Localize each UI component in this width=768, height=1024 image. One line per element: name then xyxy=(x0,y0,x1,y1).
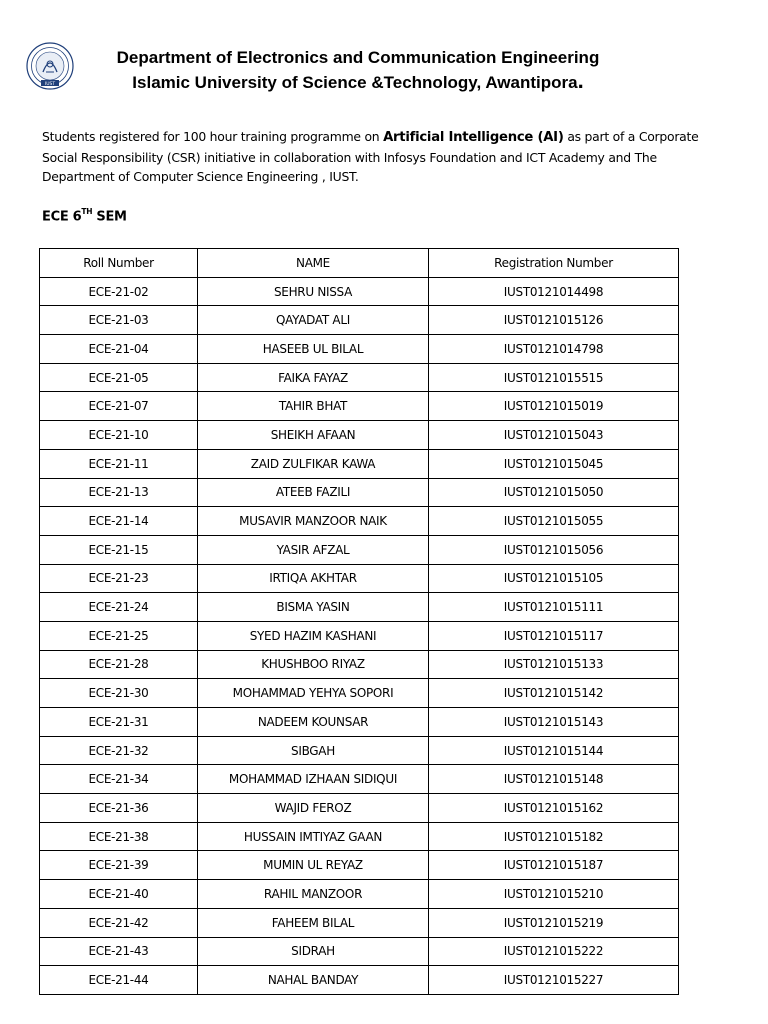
registration-number-cell: IUST0121015187 xyxy=(429,851,679,880)
roll-number-cell: ECE-21-43 xyxy=(40,937,198,966)
table-row xyxy=(40,679,679,708)
intro-paragraph: Students registered for 100 hour training programme on Artificial Intelligence (AI) as part of a Corporate Social Responsibility (CSR) initiative in collaboration with Infosys Foundation and ICT Academy and The Department of Computer Science Engineering , IUST. xyxy=(42,129,699,184)
table-row xyxy=(40,478,679,507)
registration-number-cell: IUST0121014498 xyxy=(429,277,679,306)
registration-number-cell: IUST0121015515 xyxy=(429,363,679,392)
roll-number-cell: ECE-21-34 xyxy=(40,765,198,794)
table-row xyxy=(40,564,679,593)
registration-number-cell: IUST0121015222 xyxy=(429,937,679,966)
table-row xyxy=(40,650,679,679)
registration-number-cell: IUST0121015111 xyxy=(429,593,679,622)
name-cell: QAYADAT ALI xyxy=(198,306,429,335)
table-row xyxy=(40,765,679,794)
table-row xyxy=(40,593,679,622)
name-cell: SYED HAZIM KASHANI xyxy=(198,621,429,650)
name-cell: SEHRU NISSA xyxy=(198,277,429,306)
roll-number-cell: ECE-21-39 xyxy=(40,851,198,880)
name-cell: SIBGAH xyxy=(198,736,429,765)
roll-number-cell: ECE-21-13 xyxy=(40,478,198,507)
name-cell: ATEEB FAZILI xyxy=(198,478,429,507)
registration-number-cell: IUST0121015219 xyxy=(429,908,679,937)
name-cell: KHUSHBOO RIYAZ xyxy=(198,650,429,679)
table-row xyxy=(40,851,679,880)
name-cell: NAHAL BANDAY xyxy=(198,966,429,995)
registration-number-cell: IUST0121015148 xyxy=(429,765,679,794)
registration-number-cell: IUST0121015144 xyxy=(429,736,679,765)
roll-number-cell: ECE-21-31 xyxy=(40,708,198,737)
table-row xyxy=(40,335,679,364)
roll-number-cell: ECE-21-40 xyxy=(40,880,198,909)
registration-number-cell: IUST0121015056 xyxy=(429,535,679,564)
table-row xyxy=(40,708,679,737)
name-cell: FAHEEM BILAL xyxy=(198,908,429,937)
name-cell: BISMA YASIN xyxy=(198,593,429,622)
table-row xyxy=(40,535,679,564)
name-cell: MUSAVIR MANZOOR NAIK xyxy=(198,507,429,536)
roll-number-cell: ECE-21-07 xyxy=(40,392,198,421)
roll-number-cell: ECE-21-10 xyxy=(40,421,198,450)
university-logo-icon xyxy=(26,42,74,90)
table-row xyxy=(40,621,679,650)
roll-number-cell: ECE-21-28 xyxy=(40,650,198,679)
table-header-row xyxy=(40,249,679,278)
university-title: Islamic University of Science &Technology, Awantipora. xyxy=(132,68,584,93)
name-cell: ZAID ZULFIKAR KAWA xyxy=(198,449,429,478)
roll-number-cell: ECE-21-32 xyxy=(40,736,198,765)
table-row xyxy=(40,937,679,966)
registration-number-cell: IUST0121015055 xyxy=(429,507,679,536)
department-title: Department of Electronics and Communication Engineering xyxy=(116,48,600,67)
roll-number-cell: ECE-21-15 xyxy=(40,535,198,564)
name-cell: MOHAMMAD IZHAAN SIDIQUI xyxy=(198,765,429,794)
name-cell: IRTIQA AKHTAR xyxy=(198,564,429,593)
students-table xyxy=(39,248,679,995)
registration-number-cell: IUST0121015105 xyxy=(429,564,679,593)
name-cell: NADEEM KOUNSAR xyxy=(198,708,429,737)
name-cell: YASIR AFZAL xyxy=(198,535,429,564)
roll-number-cell: ECE-21-38 xyxy=(40,822,198,851)
registration-number-cell: IUST0121015142 xyxy=(429,679,679,708)
table-row xyxy=(40,507,679,536)
name-cell: MUMIN UL REYAZ xyxy=(198,851,429,880)
name-cell: SIDRAH xyxy=(198,937,429,966)
table-row xyxy=(40,736,679,765)
registration-number-cell: IUST0121015126 xyxy=(429,306,679,335)
roll-number-cell: ECE-21-05 xyxy=(40,363,198,392)
roll-number-cell: ECE-21-02 xyxy=(40,277,198,306)
header-roll-number: Roll Number xyxy=(40,249,198,278)
table-row xyxy=(40,392,679,421)
header-registration-number: Registration Number xyxy=(429,249,679,278)
name-cell: HASEEB UL BILAL xyxy=(198,335,429,364)
roll-number-cell: ECE-21-04 xyxy=(40,335,198,364)
roll-number-cell: ECE-21-42 xyxy=(40,908,198,937)
table-row xyxy=(40,880,679,909)
roll-number-cell: ECE-21-24 xyxy=(40,593,198,622)
roll-number-cell: ECE-21-14 xyxy=(40,507,198,536)
roll-number-cell: ECE-21-36 xyxy=(40,794,198,823)
roll-number-cell: ECE-21-44 xyxy=(40,966,198,995)
name-cell: TAHIR BHAT xyxy=(198,392,429,421)
registration-number-cell: IUST0121015227 xyxy=(429,966,679,995)
table-row xyxy=(40,277,679,306)
roll-number-cell: ECE-21-30 xyxy=(40,679,198,708)
name-cell: FAIKA FAYAZ xyxy=(198,363,429,392)
registration-number-cell: IUST0121015182 xyxy=(429,822,679,851)
table-row xyxy=(40,822,679,851)
table-row xyxy=(40,421,679,450)
name-cell: HUSSAIN IMTIYAZ GAAN xyxy=(198,822,429,851)
table-row xyxy=(40,363,679,392)
registration-number-cell: IUST0121015019 xyxy=(429,392,679,421)
table-row xyxy=(40,794,679,823)
table-row xyxy=(40,966,679,995)
roll-number-cell: ECE-21-25 xyxy=(40,621,198,650)
svg-text:IUST: IUST xyxy=(44,81,56,87)
registration-number-cell: IUST0121015210 xyxy=(429,880,679,909)
roll-number-cell: ECE-21-11 xyxy=(40,449,198,478)
registration-number-cell: IUST0121015162 xyxy=(429,794,679,823)
registration-number-cell: IUST0121014798 xyxy=(429,335,679,364)
roll-number-cell: ECE-21-03 xyxy=(40,306,198,335)
registration-number-cell: IUST0121015043 xyxy=(429,421,679,450)
registration-number-cell: IUST0121015045 xyxy=(429,449,679,478)
name-cell: SHEIKH AFAAN xyxy=(198,421,429,450)
table-row xyxy=(40,449,679,478)
registration-number-cell: IUST0121015050 xyxy=(429,478,679,507)
document-header xyxy=(90,46,626,94)
header-name: NAME xyxy=(198,249,429,278)
name-cell: MOHAMMAD YEHYA SOPORI xyxy=(198,679,429,708)
table-row xyxy=(40,306,679,335)
registration-number-cell: IUST0121015117 xyxy=(429,621,679,650)
registration-number-cell: IUST0121015143 xyxy=(429,708,679,737)
roll-number-cell: ECE-21-23 xyxy=(40,564,198,593)
name-cell: RAHIL MANZOOR xyxy=(198,880,429,909)
registration-number-cell: IUST0121015133 xyxy=(429,650,679,679)
table-row xyxy=(40,908,679,937)
name-cell: WAJID FEROZ xyxy=(198,794,429,823)
section-title: ECE 6TH SEM xyxy=(42,207,127,225)
programme-name: Artificial Intelligence (AI) xyxy=(383,130,564,145)
